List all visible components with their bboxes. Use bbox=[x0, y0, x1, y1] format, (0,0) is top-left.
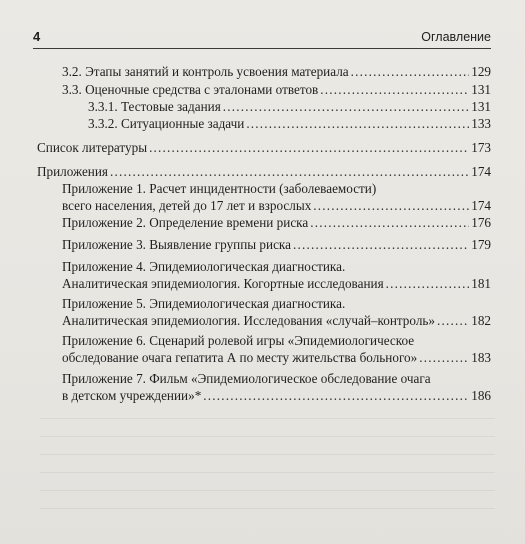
toc-entry-appendices bbox=[37, 163, 491, 180]
toc-entry-page: 186 bbox=[471, 388, 491, 403]
toc-entry-page: 182 bbox=[471, 313, 491, 328]
toc-entry-page: 129 bbox=[471, 64, 491, 79]
show-through-line bbox=[40, 472, 495, 473]
show-through-line bbox=[40, 508, 495, 509]
dot-leader bbox=[310, 214, 469, 231]
toc-entry-title-line-2: в детском учреждении»* bbox=[62, 388, 202, 403]
dot-leader bbox=[223, 98, 469, 115]
toc-entry-bibliography bbox=[37, 139, 491, 156]
show-through-line bbox=[40, 454, 495, 455]
toc-entry-page: 179 bbox=[471, 237, 491, 252]
dot-leader bbox=[386, 275, 470, 292]
toc-entry-appendix-2 bbox=[62, 214, 491, 231]
toc-entry-page: 174 bbox=[471, 198, 491, 213]
dot-leader bbox=[246, 115, 469, 132]
toc-entry-page: 133 bbox=[471, 116, 491, 131]
toc-entry-title-line-2: Аналитическая эпидемиология. Когортные исследования bbox=[62, 276, 384, 291]
toc-entry-title-line-1: Приложение 6. Сценарий ролевой игры «Эпидемиологическое bbox=[62, 333, 415, 348]
toc-entry-appendix-3 bbox=[62, 236, 491, 253]
toc-entry-appendix-6 bbox=[62, 332, 491, 366]
toc-entry-title: 3.3.1. Тестовые задания bbox=[88, 99, 221, 114]
toc-entry-title-line-2: Аналитическая эпидемиология. Исследования «случай–контроль» bbox=[62, 313, 436, 328]
toc-entry-title-line-2: обследование очага гепатита А по месту жительства больного» bbox=[62, 350, 418, 365]
dot-leader bbox=[320, 81, 469, 98]
dot-leader bbox=[437, 312, 469, 329]
toc-entry-title: 3.3. Оценочные средства с эталонами ответов bbox=[62, 82, 319, 97]
show-through-line bbox=[40, 436, 495, 437]
toc-entry-3-3 bbox=[62, 81, 491, 98]
dot-leader bbox=[149, 139, 469, 156]
toc-entry-title-line-1: Приложение 1. Расчет инцидентности (заболеваемости) bbox=[62, 181, 377, 196]
toc-entry-3-2 bbox=[62, 63, 491, 80]
show-through-line bbox=[40, 418, 495, 419]
toc-entry-3-3-2 bbox=[88, 115, 491, 132]
toc-entry-appendix-1 bbox=[62, 180, 491, 214]
page-number: 4 bbox=[33, 29, 41, 44]
dot-leader bbox=[293, 236, 469, 253]
toc-entry-title-line-1: Приложение 5. Эпидемиологическая диагностика. bbox=[62, 296, 346, 311]
toc-entry-appendix-5 bbox=[62, 295, 491, 329]
toc-entry-title: 3.2. Этапы занятий и контроль усвоения материала bbox=[62, 64, 349, 79]
toc-entry-appendix-7 bbox=[62, 370, 491, 404]
dot-leader bbox=[351, 63, 470, 80]
toc-entry-title: Приложение 2. Определение времени риска bbox=[62, 215, 309, 230]
toc-entry-title-line-1: Приложение 7. Фильм «Эпидемиологическое обследование очага bbox=[62, 371, 431, 386]
toc-entry-page: 173 bbox=[471, 140, 491, 155]
toc-entry-title: 3.3.2. Ситуационные задачи bbox=[88, 116, 245, 131]
toc-entry-title-line-1: Приложение 4. Эпидемиологическая диагностика. bbox=[62, 259, 346, 274]
toc-entry-appendix-4 bbox=[62, 258, 491, 292]
toc-entry-title-line-2: всего населения, детей до 17 лет и взрослых bbox=[62, 198, 312, 213]
toc-entry-page: 183 bbox=[471, 350, 491, 365]
toc-entry-page: 131 bbox=[471, 82, 491, 97]
toc-entry-page: 131 bbox=[471, 99, 491, 114]
dot-leader bbox=[419, 349, 469, 366]
toc-entry-title: Список литературы bbox=[37, 140, 148, 155]
toc-entry-page: 174 bbox=[471, 164, 491, 179]
dot-leader bbox=[203, 387, 469, 404]
toc-entry-title: Приложение 3. Выявление группы риска bbox=[62, 237, 291, 252]
toc-entry-title: Приложения bbox=[37, 164, 108, 179]
dot-leader bbox=[313, 197, 469, 214]
toc-entry-3-3-1 bbox=[88, 98, 491, 115]
toc-entry-page: 176 bbox=[471, 215, 491, 230]
dot-leader bbox=[110, 163, 469, 180]
section-title: Оглавление bbox=[421, 30, 491, 44]
show-through-line bbox=[40, 490, 495, 491]
toc-entry-page: 181 bbox=[471, 276, 491, 291]
